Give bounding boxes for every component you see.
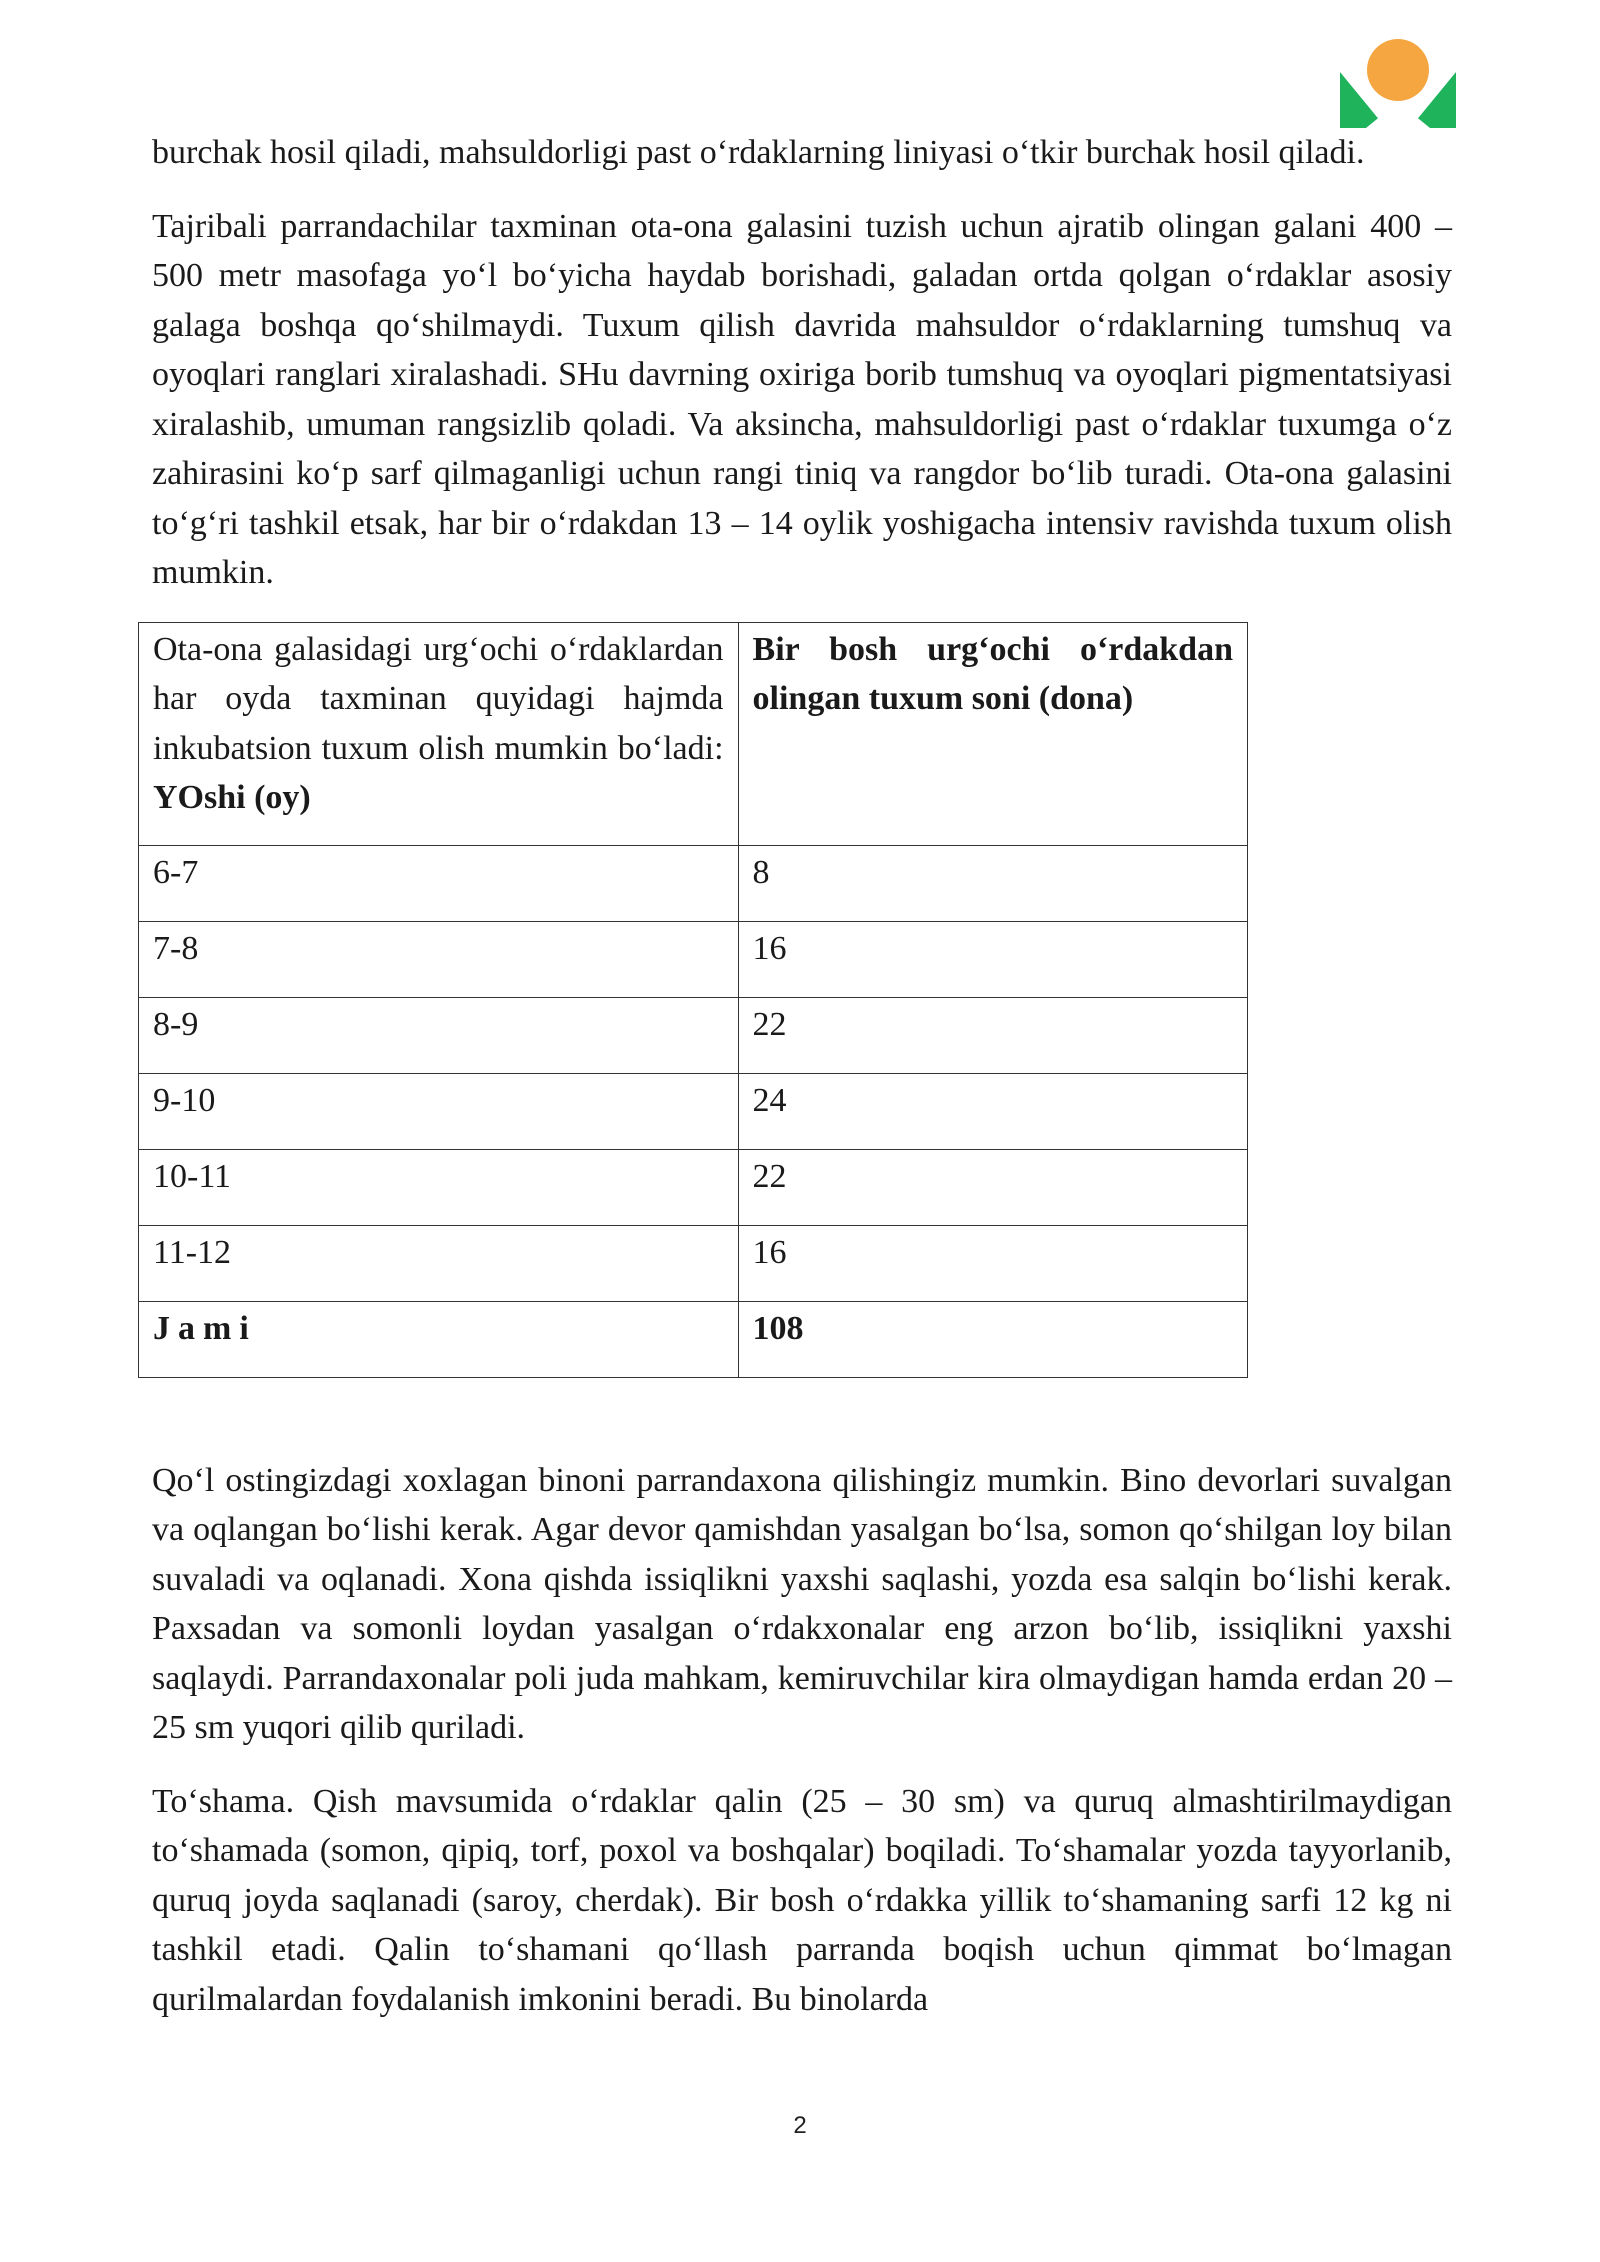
document-body	[152, 128, 1452, 2048]
table-total-row	[139, 1301, 1248, 1377]
egg-production-table	[138, 622, 1248, 1378]
age-cell: 9-10	[139, 1073, 739, 1149]
eggs-cell: 22	[738, 997, 1247, 1073]
table-header-age-bold: YOshi (oy)	[153, 779, 311, 816]
table-row	[139, 1073, 1248, 1149]
paragraph-bedding: To‘shama. Qish mavsumida o‘rdaklar qalin (25 – 30 sm) va quruq almashtirilmaydigan to‘shamada (somon, qipiq, torf, poxol va boshqalar) boqiladi. To‘shamalar yozda tayyorlanib, quruq joyda saqlanadi (saroy, cherdak). Bir bosh o‘rdakka yillik to‘shamaning sarfi 12 kg ni tashkil etadi. Qalin to‘shamani qo‘llash parranda boqish uchun qimmat bo‘lmagan qurilmalardan foydalanish imkonini beradi. Bu binolarda	[152, 1782, 1452, 2018]
paragraph-building: Qo‘l ostingizdagi xoxlagan binoni parrandaxona qilishingiz mumkin. Bino devorlari suvalgan va oqlangan bo‘lishi kerak. Agar devor qamishdan yasalgan bo‘lsa, somon qo‘shilgan loy bilan suvaladi va oqlanadi. Xona qishda issiqlikni yaxshi saqlashi, yozda esa salqin bo‘lishi kerak. Paxsadan va somonli loydan yasalgan o‘rdakxonalar eng arzon bo‘lib, issiqlikni yaxshi saqlaydi. Parrandaxonalar poli juda mahkam, kemiruvchilar kira olmaydigan hamda erdan 20 – 25 sm yuqori qilib quriladi.	[152, 1461, 1452, 1746]
table-header-eggs: Bir bosh urg‘ochi o‘rdakdan olingan tuxum soni (dona)	[738, 622, 1247, 845]
eggs-cell: 16	[738, 921, 1247, 997]
table-row	[139, 921, 1248, 997]
table-row	[139, 1225, 1248, 1301]
table-row	[139, 997, 1248, 1073]
paragraph-parent-flock: Tajribali parrandachilar taxminan ota-ona galasini tuzish uchun ajratib olingan galani 400 – 500 metr masofaga yo‘l bo‘yicha haydab borishadi, galadan ortda qolgan o‘rdaklar asosiy galaga boshqa qo‘shilmaydi. Tuxum qilish davrida mahsuldor o‘rdaklarning tumshuq va oyoqlari ranglari xiralashadi. SHu davrning oxiriga borib tumshuq va oyoqlari pigmentatsiyasi xiralashib, umuman rangsizlib qoladi. Va aksincha, mahsuldorligi past o‘rdaklar tuxumga o‘z zahirasini ko‘p sarf qilmaganligi uchun rangi tiniq va rangdor bo‘lib turadi. Ota-ona galasini to‘g‘ri tashkil etsak, har bir o‘rdakdan 13 – 14 oylik yoshigacha intensiv ravishda tuxum olish mumkin.	[152, 207, 1452, 591]
eggs-cell: 24	[738, 1073, 1247, 1149]
table-row	[139, 1149, 1248, 1225]
age-cell: 11-12	[139, 1225, 739, 1301]
table-header-row	[139, 622, 1248, 845]
age-cell: 8-9	[139, 997, 739, 1073]
page-number: 2	[793, 2112, 807, 2139]
table-row	[139, 845, 1248, 921]
eggs-cell: 16	[738, 1225, 1247, 1301]
age-cell: 6-7	[139, 845, 739, 921]
eggs-cell: 22	[738, 1149, 1247, 1225]
total-value-cell: 108	[738, 1301, 1247, 1377]
age-cell: 10-11	[139, 1149, 739, 1225]
total-label-cell: Jami	[139, 1301, 739, 1377]
publisher-logo-icon	[1340, 36, 1456, 128]
age-cell: 7-8	[139, 921, 739, 997]
table-header-age	[139, 622, 739, 845]
table-header-age-text: Ota-ona galasidagi urg‘ochi o‘rdaklardan har oyda taxminan quyidagi hajmda inkubatsion tuxum olish mumkin bo‘ladi:	[153, 630, 724, 767]
paragraph-continuation: burchak hosil qiladi, mahsuldorligi past o‘rdaklarning liniyasi o‘tkir burchak hosil qiladi.	[152, 134, 1365, 171]
eggs-cell: 8	[738, 845, 1247, 921]
